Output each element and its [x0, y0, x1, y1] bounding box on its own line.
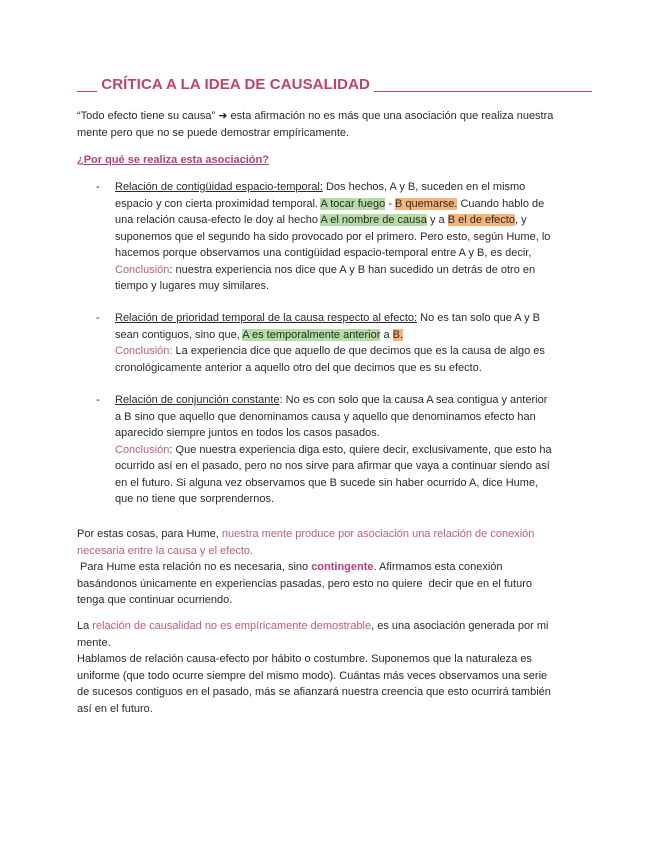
item1-text: una relación causa-efecto le doy al hecho — [115, 214, 321, 226]
item2-text: a — [380, 328, 393, 341]
para1-keyword: contingente — [311, 561, 374, 573]
intro-text-line1: esta afirmación no es más que una asociación que realiza nuestra — [227, 110, 554, 122]
question-heading — [77, 152, 582, 169]
highlight-green: A tocar fuego — [320, 197, 386, 210]
item3-conclusion: : Que nuestra experiencia diga esto, quiere decir, exclusivamente, que esto ha — [169, 443, 552, 456]
highlight-orange: B. — [392, 328, 404, 341]
item3-heading: Relación de conjunción constante — [115, 394, 280, 406]
list-item-conjunction — [115, 392, 580, 508]
intro-text-line2: mente pero que no se puede demostrar empíricamente. — [77, 126, 350, 139]
list-dash-2: - — [96, 312, 100, 324]
item1-heading: Relación de contigüidad espacio-temporal: — [115, 181, 323, 193]
para2-text: uniforme (que todo ocurre siempre del mismo modo). Cuántas más veces observamos una serie — [77, 669, 548, 682]
para2-emphasis: relación de causalidad no es empíricamente demostrable — [92, 620, 372, 632]
list-dash-1: - — [96, 181, 100, 193]
item3-conclusion: ocurrido así en el pasado, pero no nos sirve para afirmar que vaya a continuar siendo así — [115, 460, 550, 472]
item1-text: espacio y con cierta proximidad temporal. — [115, 197, 321, 210]
para2-text: , es una asociación generada por mi — [371, 620, 549, 632]
para2-text: La — [77, 620, 93, 632]
item1-conclusion: : nuestra experiencia nos dice que A y B han sucedido un detrás de otro en — [169, 263, 536, 276]
para1-text: basándonos únicamente en experiencias pasadas, pero esto no quiere decir que en el futuro — [77, 577, 532, 590]
item3-text: : No es con solo que la causa A sea contigua y anterior — [279, 394, 548, 406]
item2-conclusion: cronológicamente anterior a aquello otro del que decimos que es su efecto. — [115, 361, 482, 374]
item1-text: , y — [514, 214, 527, 226]
list-item-contiguity — [115, 179, 580, 295]
item2-text: sean contiguos, sino que, — [115, 328, 243, 341]
para1-text: Por estas cosas, para Hume, — [77, 528, 222, 540]
item1-text: Cuando hablo de — [457, 197, 545, 210]
document-title — [77, 76, 577, 93]
item1-text: y a — [426, 214, 448, 226]
para2-text: mente. — [77, 636, 111, 649]
arrow-icon: ➜ — [218, 110, 228, 122]
para1-emphasis: nuestra mente produce por asociación una relación de conexión — [221, 528, 535, 540]
conclusion-label: Conclusión: — [115, 345, 173, 357]
highlight-orange: B quemarse. — [395, 197, 458, 210]
item1-text: suponemos que el segundo ha sido provocado por el primero. Pero esto, según Hume, lo — [115, 230, 551, 243]
para2-text: de sucesos contiguos en el pasado, más se afianzará nuestra creencia que esto ocurrirá también — [77, 686, 551, 698]
item3-conclusion: que no tiene que sorprendernos. — [115, 493, 275, 505]
item3-text: a B sino que aquello que denominamos causa y aquello que denominamos efecto han — [115, 410, 536, 423]
title-underline-right — [374, 81, 592, 92]
title-text: CRÍTICA A LA IDEA DE CAUSALIDAD — [101, 76, 370, 93]
item1-conclusion: tiempo y lugares muy similares. — [115, 280, 270, 292]
paragraph-hume-conclusion — [77, 526, 582, 609]
highlight-green: A es temporalmente anterior — [242, 328, 381, 341]
item2-text: No es tan solo que A y B — [417, 312, 540, 324]
item2-conclusion: La experiencia dice que aquello de que decimos que es la causa de algo es — [172, 345, 545, 357]
para1-text: Para Hume esta relación no es necesaria, sino — [77, 561, 312, 573]
para1-text: tenga que continuar ocurriendo. — [77, 594, 233, 606]
item1-text: - — [385, 197, 396, 210]
list-item-priority — [115, 310, 580, 376]
question-text: ¿Por qué se realiza esta asociación? — [77, 154, 269, 166]
highlight-green: A el nombre de causa — [320, 214, 427, 226]
highlight-orange: B el de efecto — [447, 214, 515, 226]
conclusion-label: Conclusión — [115, 263, 170, 276]
item2-heading: Relación de prioridad temporal de la causa respecto al efecto: — [115, 312, 418, 324]
item1-text: hacemos porque observamos una contigüidad espacio-temporal entre A y B, es decir, — [115, 247, 532, 259]
item3-conclusion: en el futuro. Si alguna vez observamos que B sucede sin haber ocurrido A, dice Hume, — [115, 476, 539, 489]
title-underline-left — [77, 81, 97, 92]
paragraph-causality — [77, 618, 582, 717]
para2-text: Hablamos de relación causa-efecto por hábito o costumbre. Suponemos que la naturaleza es — [77, 653, 532, 665]
item3-text: aparecido siempre juntos en todos los casos pasados. — [115, 427, 380, 439]
para1-text: . Afirmamos esta conexión — [373, 561, 503, 573]
list-dash-3: - — [96, 394, 100, 406]
intro-quote: “Todo efecto tiene su causa” — [77, 110, 216, 122]
item1-text: Dos hechos, A y B, suceden en el mismo — [322, 181, 526, 193]
para1-emphasis: necesaria entre la causa y el efecto. — [77, 544, 254, 557]
conclusion-label: Conclusión — [115, 443, 170, 456]
para2-text: así en el futuro. — [77, 702, 153, 715]
intro-paragraph — [77, 108, 582, 141]
